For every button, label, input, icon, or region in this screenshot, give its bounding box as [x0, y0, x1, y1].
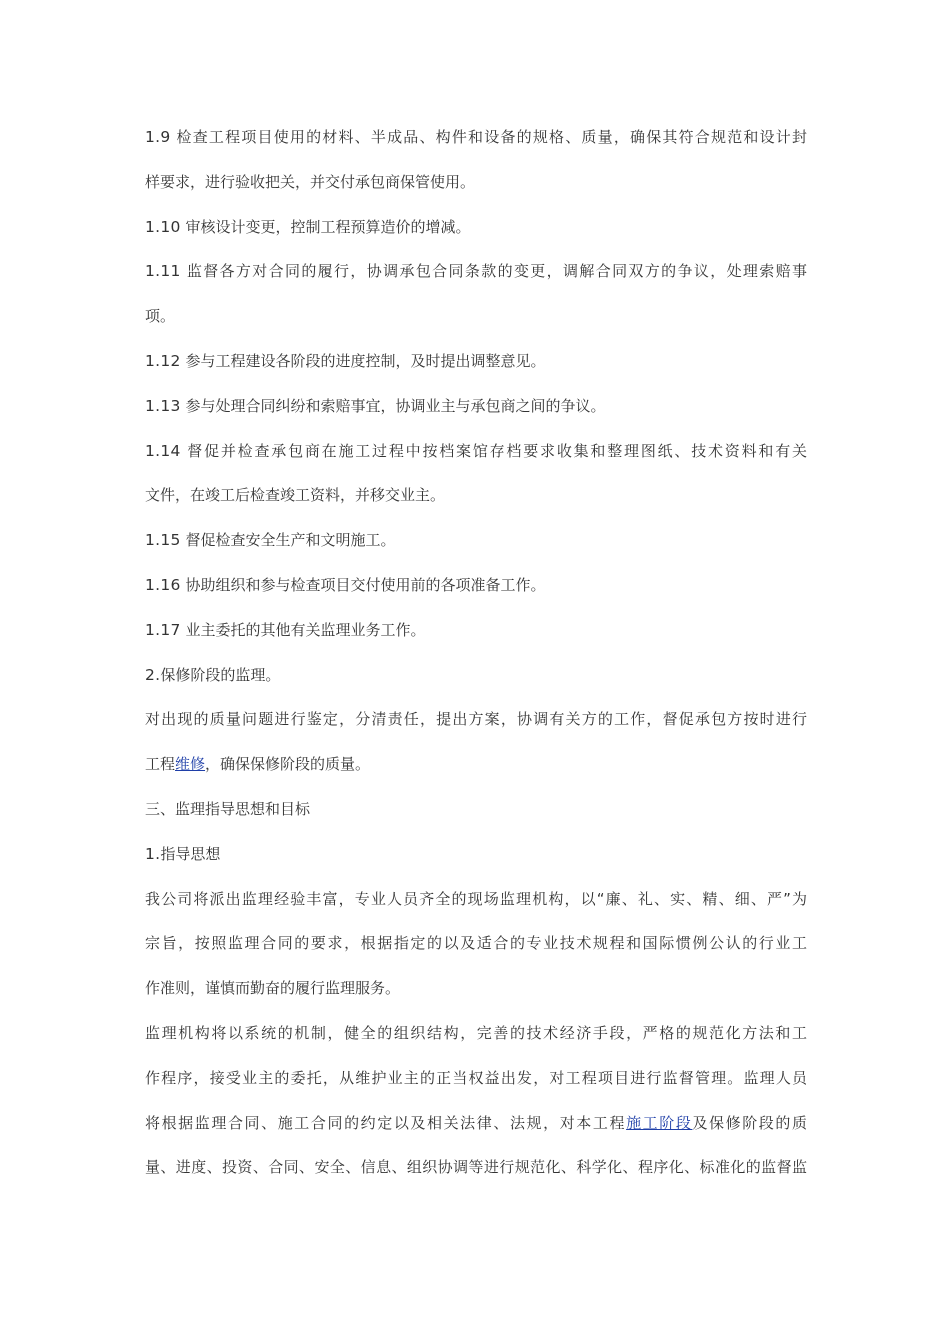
document-body	[145, 123, 810, 1198]
item-text: 督促并检查承包商在施工过程中按档案馆存档要求收集和整理图纸、技术资料和有关	[180, 441, 807, 460]
para1-line-1: 我公司将派出监理经验丰富，专业人员齐全的现场监理机构，以“廉、礼、实、精、细、严”为	[145, 889, 807, 908]
construction-line	[145, 1109, 807, 1154]
construction-stage-link[interactable]: 施工阶段	[626, 1113, 693, 1132]
item-number: 1.12	[145, 351, 181, 370]
doc-line	[145, 571, 810, 616]
item-number: 1.14	[145, 441, 181, 460]
doc-line	[145, 526, 810, 571]
item-number: 1.11	[145, 262, 181, 281]
doc-line	[145, 661, 810, 706]
maintenance-line	[145, 750, 810, 795]
item-number: 1.13	[145, 396, 181, 415]
doc-line	[145, 123, 807, 168]
item-text: 协助组织和参与检查项目交付使用前的各项准备工作。	[180, 575, 546, 594]
maintenance-text-after: ，确保保修阶段的质量。	[205, 755, 371, 774]
doc-line	[145, 168, 810, 213]
item-text: 审核设计变更，控制工程预算造价的增减。	[180, 217, 471, 236]
item-text: 样要求，进行验收把关，并交付承包商保管使用。	[145, 172, 476, 191]
item-number: 1.16	[145, 575, 181, 594]
subsection-title	[145, 840, 810, 885]
item-text: 督促检查安全生产和文明施工。	[180, 531, 396, 550]
construction-text-after: 及保修阶段的质	[692, 1113, 807, 1132]
item-text: 项。	[145, 307, 176, 326]
para2-line-2: 作程序，接受业主的委托，从维护业主的正当权益出发，对工程项目进行监督管理。监理人员	[145, 1068, 807, 1087]
item-text: 监督各方对合同的履行，协调承包合同条款的变更，调解合同双方的争议，处理索赔事	[180, 262, 807, 281]
item-number: 1.10	[145, 217, 181, 236]
item-number: 1.15	[145, 531, 181, 550]
doc-line	[145, 481, 810, 526]
doc-line	[145, 257, 807, 302]
para1-line-3: 作准则，谨慎而勤奋的履行监理服务。	[145, 979, 401, 998]
item-text: 检查工程项目使用的材料、半成品、构件和设备的规格、质量，确保其符合规范和设计封	[170, 128, 807, 146]
doc-line	[145, 392, 810, 437]
item-text: 对出现的质量问题进行鉴定，分清责任，提出方案，协调有关方的工作，督促承包方按时进行	[145, 710, 807, 729]
item-number: 2.	[145, 665, 161, 684]
doc-line	[145, 705, 807, 750]
last-line: 量、进度、投资、合同、安全、信息、组织协调等进行规范化、科学化、程序化、标准化的监督监	[145, 1158, 807, 1177]
doc-line	[145, 437, 807, 482]
doc-line	[145, 302, 810, 347]
section-title: 三、监理指导思想和目标	[145, 799, 311, 818]
doc-line	[145, 616, 810, 661]
item-text: 保修阶段的监理。	[160, 665, 281, 684]
doc-line	[145, 347, 810, 392]
doc-line	[145, 213, 810, 258]
maintenance-link[interactable]: 维修	[175, 755, 206, 774]
item-text: 文件，在竣工后检查竣工资料，并移交业主。	[145, 486, 446, 505]
item-number: 1.17	[145, 620, 181, 639]
maintenance-text-before: 工程	[145, 755, 176, 774]
subsection-number: 1.	[145, 844, 161, 863]
item-text: 参与处理合同纠纷和索赔事宜，协调业主与承包商之间的争议。	[180, 396, 606, 415]
para2-line-1: 监理机构将以系统的机制，健全的组织结构，完善的技术经济手段，严格的规范化方法和工	[145, 1023, 807, 1042]
item-text: 参与工程建设各阶段的进度控制，及时提出调整意见。	[180, 351, 546, 370]
para1-line-2: 宗旨，按照监理合同的要求，根据指定的以及适合的专业技术规程和国际惯例公认的行业工	[145, 934, 807, 953]
subsection-text: 指导思想	[160, 844, 221, 863]
construction-text-before: 将根据监理合同、施工合同的约定以及相关法律、法规，对本工程	[145, 1113, 627, 1132]
item-text: 业主委托的其他有关监理业务工作。	[180, 620, 426, 639]
item-number: 1.9	[145, 128, 171, 146]
numbered-items	[145, 123, 810, 750]
